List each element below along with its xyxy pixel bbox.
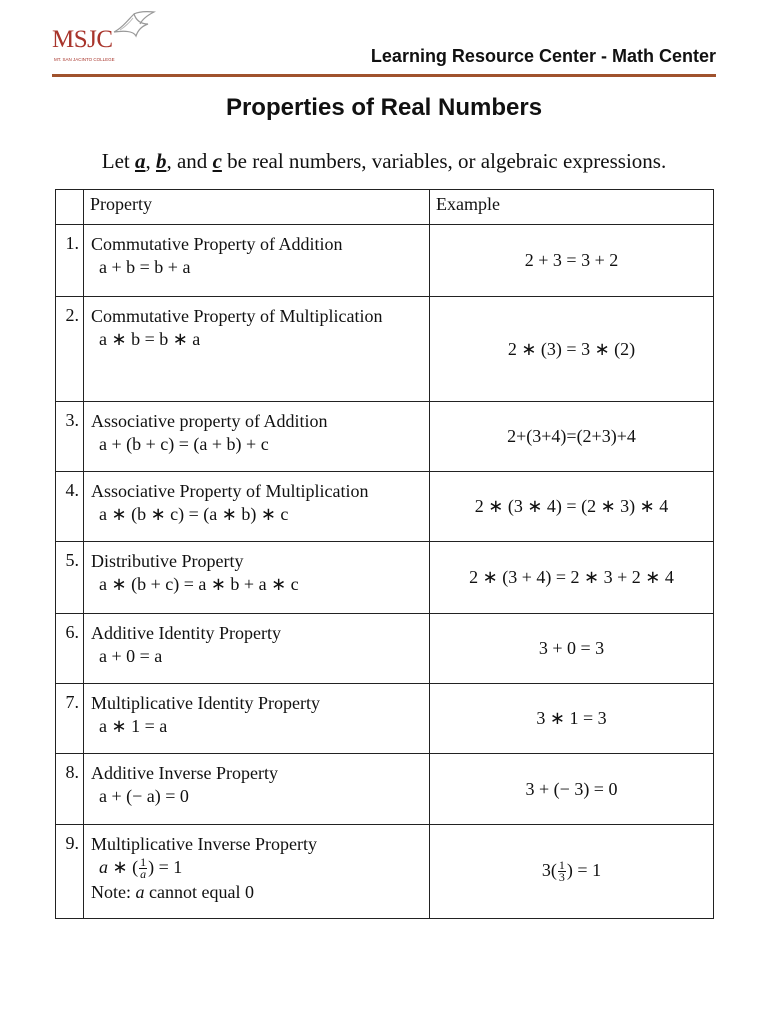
example-cell: 2+(3+4)=(2+3)+4 [430,402,714,472]
table-row [56,402,714,472]
intro-var-b: b [155,149,167,173]
fraction-numerator: 1 [558,858,565,873]
properties-table [55,189,714,919]
example-cell: 3 ∗ 1 = 3 [430,684,714,754]
table-row [56,754,714,825]
property-cell [84,472,430,542]
example-cell: 2 ∗ (3) = 3 ∗ (2) [430,297,714,402]
property-cell [84,825,430,919]
example-pre: 3( [541,859,557,880]
example-cell: 2 + 3 = 3 + 2 [430,225,714,297]
row-number: 5. [56,542,84,614]
row-number: 4. [56,472,84,542]
logo-text: MSJC [52,26,113,53]
property-name: Additive Identity Property [91,623,281,643]
intro-suffix: be real numbers, variables, or algebraic expressions. [221,149,667,173]
fraction-denominator: a [140,867,147,882]
example-cell [430,825,714,919]
example-cell: 2 ∗ (3 + 4) = 2 ∗ 3 + 2 ∗ 4 [430,542,714,614]
header-example: Example [430,190,714,225]
intro-prefix: Let [101,149,135,173]
header-divider [52,74,716,77]
note-prefix: Note: [91,882,136,903]
example-cell: 3 + (− 3) = 0 [430,754,714,825]
property-name: Additive Inverse Property [91,763,278,783]
property-formula [99,855,429,880]
table-row [56,225,714,297]
logo-subtext: MT. SAN JACINTO COLLEGE [54,57,115,62]
property-cell [84,402,430,472]
fraction-numerator: 1 [140,855,147,870]
fraction-denominator: 3 [558,870,565,885]
table-row [56,825,714,919]
property-cell [84,542,430,614]
fraction [139,857,147,880]
msjc-logo [50,10,160,70]
example-cell: 2 ∗ (3 ∗ 4) = (2 ∗ 3) ∗ 4 [430,472,714,542]
property-formula: a + b = b + a [99,257,191,277]
property-name: Multiplicative Inverse Property [91,834,317,854]
row-number: 9. [56,825,84,919]
header-property: Property [84,190,430,225]
table-row [56,472,714,542]
property-formula: a + 0 = a [99,646,163,666]
page-title: Properties of Real Numbers [225,94,543,121]
property-formula: a ∗ b = b ∗ a [99,329,201,349]
formula-op: ∗ ( [108,857,139,877]
fraction [558,860,566,883]
table-row [56,684,714,754]
example-post: ) = 1 [566,859,602,880]
table-header-row [56,190,714,225]
row-number: 7. [56,684,84,754]
intro-var-a: a [134,149,146,173]
property-name: Commutative Property of Multiplication [91,306,383,326]
row-number: 6. [56,614,84,684]
property-cell [84,297,430,402]
property-name: Commutative Property of Addition [91,234,343,254]
property-name: Distributive Property [91,551,244,571]
formula-var-a: a [99,857,108,877]
row-number: 3. [56,402,84,472]
row-number: 2. [56,297,84,402]
property-name: Associative Property of Multiplication [91,481,369,501]
header-num-cell [56,190,84,225]
property-formula: a ∗ (b ∗ c) = (a ∗ b) ∗ c [99,504,289,524]
property-formula: a + (− a) = 0 [99,786,189,806]
note-var: a [135,882,145,903]
example-cell: 3 + 0 = 3 [430,614,714,684]
row-number: 1. [56,225,84,297]
intro-sep1: , [145,149,156,173]
formula-rhs: ) = 1 [148,857,183,877]
property-cell [84,754,430,825]
property-cell [84,684,430,754]
table-row [56,614,714,684]
property-formula: a ∗ 1 = a [99,716,168,736]
table-row [56,297,714,402]
property-formula: a ∗ (b + c) = a ∗ b + a ∗ c [99,574,299,594]
row-number: 8. [56,754,84,825]
intro-sep2: , and [166,149,213,173]
property-note [91,880,429,904]
property-name: Multiplicative Identity Property [91,693,320,713]
property-name: Associative property of Addition [91,411,328,431]
header-title: Learning Resource Center - Math Center [370,46,716,66]
eagle-icon [112,10,156,40]
property-cell [84,225,430,297]
intro-var-c: c [212,149,222,173]
intro-sentence [0,149,768,174]
property-cell [84,614,430,684]
note-suffix: cannot equal 0 [144,882,254,903]
table-row [56,542,714,614]
property-formula: a + (b + c) = (a + b) + c [99,434,269,454]
